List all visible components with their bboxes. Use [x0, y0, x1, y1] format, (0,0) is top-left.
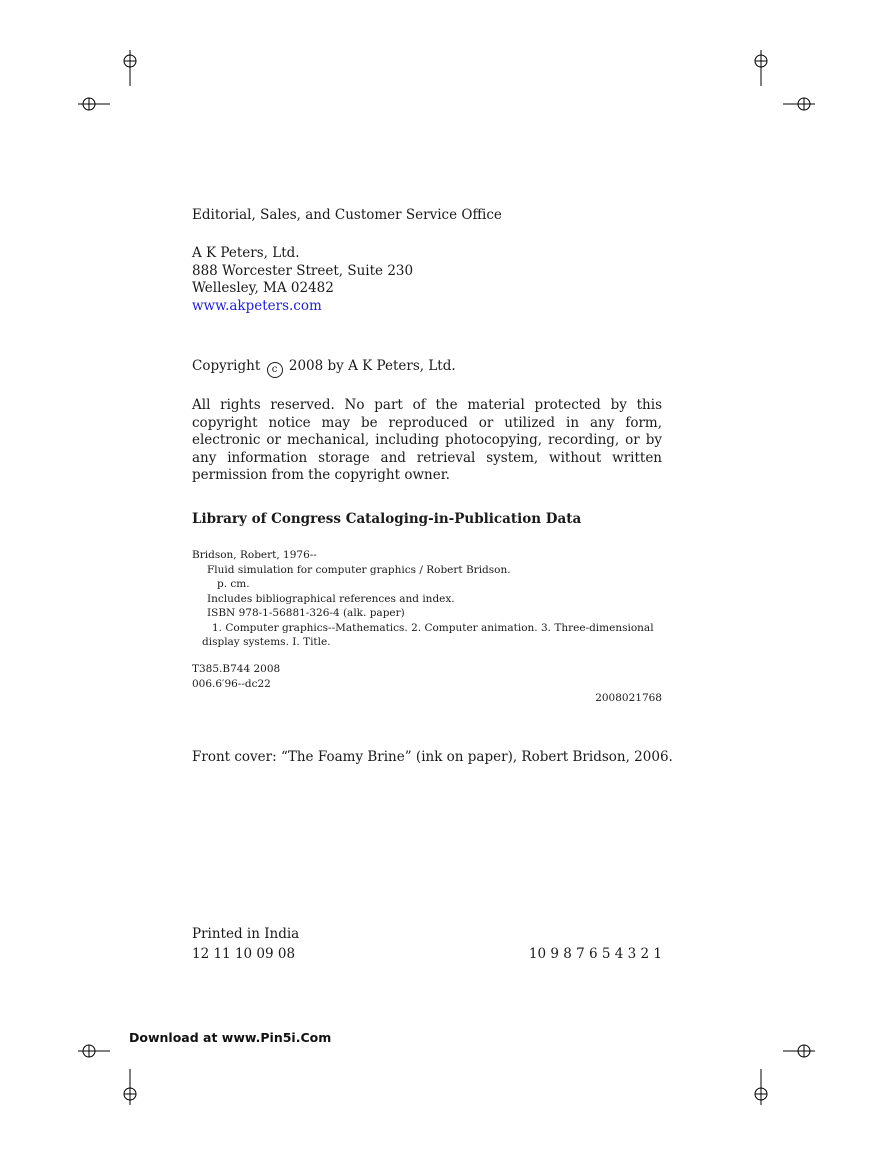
cip-pages: p. cm. [217, 578, 250, 590]
publisher-city: Wellesley, MA 02482 [192, 280, 334, 296]
cip-title: Fluid simulation for computer graphics / Robert Bridson. [207, 563, 511, 576]
publisher-street: 888 Worcester Street, Suite 230 [192, 262, 414, 279]
crop-mark-bottom-left-horizontal [78, 1033, 114, 1069]
cover-credit: Front cover: “The Foamy Brine” (ink on paper), Robert Bridson, 2006. [192, 749, 673, 765]
cip-record [192, 548, 662, 650]
office-heading: Editorial, Sales, and Customer Service Office [192, 207, 502, 223]
crop-mark-top-right-vertical [743, 50, 779, 86]
copyright-symbol-icon: c [267, 362, 283, 378]
publisher-address [192, 245, 662, 315]
crop-mark-top-right-horizontal [779, 86, 815, 122]
cip-subjects-line-2: display systems. I. Title. [202, 636, 331, 648]
cip-includes: Includes bibliographical references and index. [207, 592, 455, 605]
cip-lccn: 2008021768 [595, 692, 662, 704]
printed-country: Printed in India [192, 926, 300, 942]
crop-mark-bottom-right-vertical [743, 1069, 779, 1105]
copyright-suffix: 2008 by A K Peters, Ltd. [288, 358, 456, 374]
printing-line [192, 946, 662, 964]
rights-paragraph: All rights reserved. No part of the material protected by this copyright notice may be reproduced or utilized in any form, electronic or mechanical, including photocopying, recording, or by any information storage and retrieval system, without written permission from the copyright owner. [192, 397, 662, 483]
publisher-website-link[interactable]: www.akpeters.com [192, 297, 322, 314]
cip-dewey: 006.6′96--dc22 [192, 677, 271, 690]
cip-author: Bridson, Robert, 1976-- [192, 549, 317, 561]
cip-call-number: T385.B744 2008 [192, 663, 281, 675]
cip-heading: Library of Congress Cataloging-in-Publication Data [192, 511, 582, 527]
crop-mark-bottom-left-vertical [112, 1069, 148, 1105]
printing-numbers: 10 9 8 7 6 5 4 3 2 1 [528, 946, 662, 962]
cip-classification [192, 662, 662, 691]
cip-isbn: ISBN 978-1-56881-326-4 (alk. paper) [207, 607, 405, 619]
copyright-prefix: Copyright [192, 358, 261, 374]
copyright-line [192, 358, 662, 378]
publisher-name: A K Peters, Ltd. [192, 245, 300, 261]
crop-mark-top-left-vertical [112, 50, 148, 86]
crop-mark-top-left-horizontal [78, 86, 114, 122]
download-watermark: Download at www.Pin5i.Com [129, 1030, 332, 1045]
crop-mark-bottom-right-horizontal [779, 1033, 815, 1069]
printing-years: 12 11 10 09 08 [192, 946, 296, 962]
cip-subjects-line-1: 1. Computer graphics--Mathematics. 2. Computer animation. 3. Three-dimensional [212, 621, 654, 634]
